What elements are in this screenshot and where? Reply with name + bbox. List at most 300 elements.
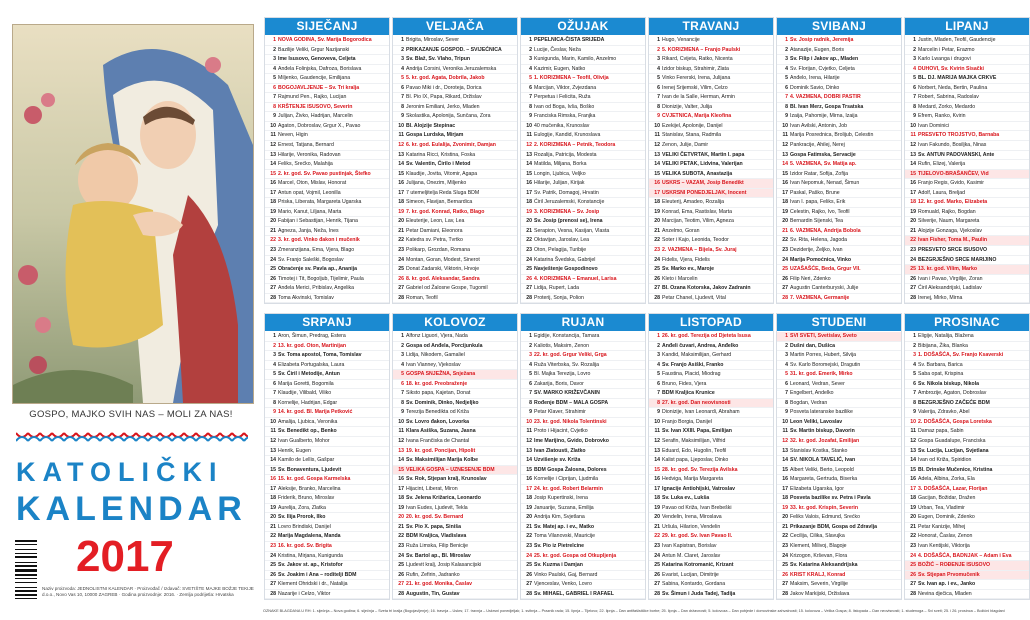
day-row [393, 151, 517, 161]
day-number: 4 [785, 361, 788, 368]
saint-names: Augustin Canterburyski, Julije [790, 285, 859, 292]
day-number: 3 [785, 352, 788, 359]
day-number: 8 [401, 103, 404, 110]
saint-names: Kornelije, Hadrijan, Edgar [278, 399, 338, 406]
day-number: 6 [401, 380, 404, 387]
day-row [265, 131, 389, 141]
saint-names: 25. kr. god. Gospa od Otkupljenja [534, 552, 617, 559]
saint-names: Irenej Srijemski, Vilim, Celzo [662, 84, 728, 91]
day-number [651, 599, 660, 600]
saint-names: Karlo Lwanga i drugovi [918, 56, 971, 63]
saint-names: Zmeranzijana, Ema, Vjera, Blago [278, 247, 355, 254]
day-number: 1 [913, 37, 916, 43]
day-row [521, 437, 645, 447]
day-number [907, 599, 916, 600]
saint-names: Agaton, Dobroslav, Grgur X., Pavao [278, 122, 361, 129]
saint-names: Sv. Maksimilijan Marija Kolbe [406, 457, 478, 464]
day-number: 16 [654, 180, 660, 187]
day-row [777, 122, 901, 132]
day-row [777, 236, 901, 246]
saint-names: 2. DOŠAŠĆA, Gospa Loretska [918, 418, 992, 425]
day-number: 10 [782, 418, 788, 425]
day-row [393, 408, 517, 418]
saint-names: 33. kr. god. Krispin, Severin [790, 504, 859, 511]
saint-names: Rufin, Zefirin, Jadranko [406, 571, 460, 578]
saint-names: Vjenceslav, Venko, Lovro [534, 581, 592, 588]
day-number: 15 [782, 466, 788, 473]
day-row [521, 131, 645, 141]
day-number: 28 [654, 590, 660, 597]
saint-names: Ivan Fakundo, Bosiljka, Ninas [918, 142, 987, 149]
day-row [649, 236, 773, 246]
day-number: 27 [654, 581, 660, 588]
saint-names: Sv. ANTUN PADOVANSKI, Ante [918, 151, 995, 158]
day-row [649, 494, 773, 504]
day-row [393, 389, 517, 399]
day-row [521, 466, 645, 476]
day-number: 8 [273, 399, 276, 406]
day-row [393, 571, 517, 581]
saint-names: Fidelis, Vjera, Fidelis [662, 256, 710, 263]
day-number: 14 [398, 457, 404, 464]
day-row [649, 46, 773, 56]
day-row [649, 208, 773, 218]
saint-names: Serapion, Vesna, Kasijan, Vlasta [534, 227, 610, 234]
day-number: 21 [910, 523, 916, 530]
day-number: 11 [910, 428, 916, 435]
calendar-year: 2017 [76, 532, 174, 581]
day-list [265, 331, 389, 600]
saint-names: Sv. Pio X. papa, Siniša [406, 523, 461, 530]
day-row [777, 552, 901, 562]
day-number: 10 [270, 122, 276, 129]
day-row [777, 380, 901, 390]
day-row [649, 523, 773, 533]
saint-names: NOVA GODINA, Sv. Marija Bogorodica [278, 37, 372, 43]
saint-names: VELIKA GOSPA – UZNESENJE BDM [406, 466, 495, 473]
saint-names: Ivan Dominici [918, 122, 950, 129]
day-list [649, 35, 773, 304]
saint-names: SVI SVETI, Svetislav, Sveto [790, 333, 857, 339]
day-row [777, 141, 901, 151]
day-row [905, 103, 1029, 113]
saint-names: Ljudevit kralj, Josip Kalasancijski [406, 562, 482, 569]
day-number: 10 [654, 122, 660, 129]
saint-names: Sv. Marko ev., Maroje [662, 266, 714, 273]
day-number: 26 [910, 275, 916, 282]
day-row [521, 361, 645, 371]
saint-names: Ivan Kapistran, Borislav [662, 543, 717, 550]
saint-names: Posveta lateranske bazilike [790, 409, 853, 416]
saint-names: 13. kr. god. Vilim, Marko [918, 266, 978, 273]
saint-names: Honorat, Časlav, Zenon [918, 533, 973, 540]
day-row [521, 151, 645, 161]
saint-names: Paskal, Paško, Brune [790, 189, 840, 196]
day-row [777, 131, 901, 141]
day-row [393, 542, 517, 552]
day-number: 28 [782, 294, 788, 301]
day-number: 5 [785, 371, 788, 378]
day-row [393, 475, 517, 485]
day-row [777, 351, 901, 361]
saint-names: Ivana Frančiska de Chantal [406, 438, 470, 445]
saint-names: Sv. Filip i Jakov ap., Mladen [790, 56, 859, 63]
day-row [521, 217, 645, 227]
saint-names: Norbert, Neda, Bertin, Paulina [918, 84, 988, 91]
day-row [905, 74, 1029, 84]
day-row [265, 599, 389, 600]
day-row [265, 447, 389, 457]
day-number: 20 [782, 218, 788, 225]
day-number: 2 [785, 342, 788, 349]
day-row [905, 179, 1029, 189]
saint-names: Uršula, Hilarion, Vendelin [662, 523, 721, 530]
saint-names: UZAŠAŠĆE, Beda, Grgur VII. [790, 266, 861, 273]
day-number: 16 [526, 180, 532, 187]
saint-names: Sv. Ćiril i Metodije, Antun [278, 371, 340, 378]
saint-names: Katarina Švedska, Gabrijel [534, 256, 596, 263]
day-number: 26 [398, 275, 404, 282]
saint-names: Sv. Stjepan Prvomučenik [918, 571, 980, 578]
saint-names: 14. kr. god. Bl. Marija Petković [278, 409, 353, 416]
saint-names: Klara Asiška, Suzana, Jasna [406, 428, 476, 435]
madonna-and-child-painting [12, 24, 254, 404]
saint-names: 7. VAZMENA, Germanije [790, 294, 850, 301]
day-number: 1 [913, 333, 916, 339]
day-number: 9 [273, 409, 276, 416]
day-number: 15 [654, 170, 660, 177]
day-row [777, 523, 901, 533]
day-row [777, 542, 901, 552]
saint-names: Evarist, Lucijan, Dimitrije [662, 571, 719, 578]
day-number: 21 [526, 523, 532, 530]
day-number: 5 [913, 75, 916, 82]
saint-names: Ignacije Antiohijski, Vatroslav [662, 485, 736, 492]
day-number [779, 303, 788, 304]
month-name: SIJEČANJ [265, 18, 389, 35]
saint-names: Lidija, Rupert, Lada [534, 285, 579, 292]
day-row [521, 198, 645, 208]
day-row [649, 189, 773, 199]
day-row [393, 208, 517, 218]
day-number: 22 [910, 237, 916, 244]
day-row [905, 141, 1029, 151]
day-number: 1 [401, 333, 404, 339]
day-number: 27 [270, 581, 276, 588]
day-number: 10 [526, 122, 532, 129]
day-row [393, 361, 517, 371]
saint-names: Bazilije Veliki, Grgur Nazijanski [278, 46, 350, 53]
day-row [905, 217, 1029, 227]
day-row [777, 456, 901, 466]
saint-names: Lidija, Nikodem, Gamaliel [406, 352, 465, 359]
day-row [265, 427, 389, 437]
day-number: 22 [654, 533, 660, 540]
day-row [393, 55, 517, 65]
saint-names: Kornelije i Ciprijan, Ljudmila [534, 476, 599, 483]
day-row [649, 160, 773, 170]
day-row [265, 122, 389, 132]
saint-names: Bl. Majka Terezija, Lovro [534, 371, 591, 378]
saint-names: 40 mučenika, Krunoslav [534, 122, 590, 129]
day-number: 18 [270, 495, 276, 502]
day-number: 15 [526, 466, 532, 473]
day-row [649, 256, 773, 266]
saint-names: 22. kr. god. Grgur Veliki, Grga [534, 352, 607, 359]
day-row [521, 265, 645, 275]
day-number: 2 [529, 46, 532, 53]
day-number: 4 [529, 65, 532, 72]
day-row [393, 342, 517, 352]
saint-names: 4. KORIZMENA – Emanuel, Larisa [534, 275, 617, 282]
day-list [777, 35, 901, 304]
day-row [649, 361, 773, 371]
saint-names: Longin, Ljubica, Veljko [534, 170, 586, 177]
saint-names: Katarina Ricci, Kristina, Foska [406, 151, 476, 158]
day-number: 10 [526, 418, 532, 425]
day-number: 2 [529, 342, 532, 349]
saint-names: Terezija Benedikta od Križa [406, 409, 469, 416]
month-12 [904, 313, 1030, 600]
saint-names: 27. kr. god. Dan neovisnosti [662, 399, 731, 406]
day-number: 6 [785, 380, 788, 387]
saint-names: 2. kr. god. Sv. Pavao pustinjak, Štefko [278, 170, 371, 177]
day-list [521, 331, 645, 600]
day-row [521, 561, 645, 571]
day-number: 9 [401, 409, 404, 416]
saint-names: 1. DOŠAŠĆA, Sv. Franjo Ksaverski [918, 352, 1004, 359]
day-row [265, 561, 389, 571]
saint-names: Antun opat, Vojmil, Leonilla [278, 189, 341, 196]
day-row [905, 65, 1029, 75]
day-row [521, 590, 645, 600]
day-number: 13 [270, 151, 276, 158]
saint-names: Marija Goretti, Bogomila [278, 380, 334, 387]
saint-names: Sv. Pio iz Pietrelcine [534, 543, 585, 550]
saint-names: 31. kr. god. Emerik, Mirko [790, 371, 853, 378]
day-number: 14 [270, 457, 276, 464]
day-row [265, 437, 389, 447]
day-number: 19 [270, 208, 276, 215]
saint-names: Ime Isusovo, Genoveva, Celjeta [278, 56, 356, 63]
saint-names: Franciska Rimska, Franjka [534, 113, 596, 120]
day-row [905, 122, 1029, 132]
day-number: 12 [654, 438, 660, 445]
day-row [649, 561, 773, 571]
saint-names: Deziderije, Željko, Ivan [790, 247, 843, 254]
day-row [905, 284, 1029, 294]
day-row [521, 494, 645, 504]
day-row [265, 198, 389, 208]
day-number: 12 [270, 438, 276, 445]
day-number: 16 [910, 180, 916, 187]
day-row [905, 456, 1029, 466]
saint-names: Eulogije, Kandid, Krunoslava [534, 132, 601, 139]
day-number: 18 [526, 495, 532, 502]
day-number: 4 [913, 361, 916, 368]
saint-names: Ivan Zlatousti, Zlatko [534, 447, 586, 454]
day-number: 20 [782, 514, 788, 521]
day-row [521, 256, 645, 266]
day-row [777, 189, 901, 199]
day-number: 9 [401, 113, 404, 120]
day-row [393, 418, 517, 428]
saint-names: 1. KORIZMENA – Teofil, Olivija [534, 75, 609, 82]
day-number: 4 [785, 65, 788, 72]
day-number: 2 [657, 46, 660, 53]
day-number: 18 [270, 199, 276, 206]
day-number: 8 [785, 399, 788, 406]
day-number: 17 [270, 189, 276, 196]
day-number: 6 [273, 380, 276, 387]
day-number: 10 [910, 122, 916, 129]
saint-names: 6. kr. god. Eulalija, Zvonimir, Damjan [406, 142, 496, 149]
day-row [905, 418, 1029, 428]
day-row [265, 55, 389, 65]
day-row [777, 437, 901, 447]
saint-names: Anzelmo, Goran [662, 227, 700, 234]
day-number: 24 [398, 256, 404, 263]
day-number: 21 [654, 523, 660, 530]
saint-names: Engelbert, Andelko [790, 390, 834, 397]
month-11 [776, 313, 902, 600]
saint-names: Sv. Karlo Boromejski, Dragutin [790, 361, 861, 368]
day-row [649, 580, 773, 590]
saint-names: 18. kr. god. Preobraženje [406, 380, 468, 387]
day-number: 1 [657, 37, 660, 43]
day-number: 10 [270, 418, 276, 425]
day-row [521, 351, 645, 361]
day-row [521, 456, 645, 466]
day-row [393, 485, 517, 495]
saint-names: Gospa Lurdska, Mirjam [406, 132, 464, 139]
saint-names: Sv. Dominik, Dinko, Nedjeljko [406, 399, 479, 406]
day-row [393, 494, 517, 504]
day-number: 6 [657, 380, 660, 387]
day-number: 12 [526, 142, 532, 149]
saint-names: Valerija, Zdravko, Abel [918, 409, 970, 416]
day-row [265, 552, 389, 562]
saint-names: USKRSNI PONEDJELJAK, Inocent [662, 189, 747, 196]
day-number: 22 [782, 533, 788, 540]
day-row [649, 151, 773, 161]
saint-names: Dominik Savio, Dinko [790, 84, 840, 91]
saint-names: Marcijan, Viktor, Zvjezdana [534, 84, 597, 91]
day-number: 17 [782, 485, 788, 492]
saint-names: Eugen, Dominik, Zdenko [918, 514, 975, 521]
day-row [777, 46, 901, 56]
day-list [905, 35, 1029, 304]
saint-names: Gospa od Anđela, Porcijunkula [406, 342, 483, 349]
saint-names: 5. kr. god. Agata, Dobrila, Jakob [406, 75, 485, 82]
day-number: 23 [270, 247, 276, 254]
month-4 [648, 17, 774, 304]
day-number: 6 [913, 380, 916, 387]
day-row [905, 571, 1029, 581]
day-row [393, 599, 517, 600]
day-number: 4 [657, 65, 660, 72]
day-number: 21 [270, 523, 276, 530]
saint-names: Proterij, Sonja, Polion [534, 294, 584, 301]
month-10 [648, 313, 774, 600]
day-number: 2 [273, 46, 276, 53]
saint-names: Augustin, Tin, Gustav [406, 590, 460, 597]
day-row [777, 208, 901, 218]
day-number: 20 [398, 218, 404, 225]
day-number: 2 [401, 342, 404, 349]
day-number: 20 [270, 218, 276, 225]
day-row [777, 332, 901, 342]
day-number [523, 303, 532, 304]
day-row [393, 74, 517, 84]
day-row [265, 265, 389, 275]
day-row [905, 408, 1029, 418]
day-row [521, 55, 645, 65]
day-row [393, 246, 517, 256]
saint-names: Oton, Pelagija, Turibije [534, 247, 587, 254]
day-number: 14 [654, 161, 660, 168]
day-row [649, 485, 773, 495]
day-row [521, 447, 645, 457]
day-number: 18 [398, 495, 404, 502]
day-row [521, 599, 645, 600]
saint-names: SV. MARKO KRIŽEVČANIN [534, 390, 600, 397]
day-number: 3 [401, 352, 404, 359]
day-number: 8 [785, 103, 788, 110]
day-row [265, 246, 389, 256]
day-number: 5 [657, 75, 660, 82]
saint-names: Perpetua i Felicita, Ruža [534, 94, 591, 101]
day-row [905, 198, 1029, 208]
saint-names: Adela, Albina, Zorka, Ela [918, 476, 975, 483]
day-number: 25 [398, 562, 404, 569]
saint-names: Kamilo de Lellis, Gašpar [278, 457, 335, 464]
day-number: 7 [273, 390, 276, 397]
saint-names: Saba opat, Krispina [918, 371, 964, 378]
saint-names: Rođenje BDM – MALA GOSPA [534, 399, 609, 406]
saint-names: Silverije, Naum, Margareta [918, 218, 980, 225]
saint-names: Leonard, Vedran, Sever [790, 380, 845, 387]
day-row [265, 303, 389, 304]
day-row [649, 351, 773, 361]
day-number: 23 [526, 543, 532, 550]
day-number: 18 [654, 495, 660, 502]
day-row [649, 112, 773, 122]
day-number: 5 [401, 371, 404, 378]
day-row [265, 65, 389, 75]
day-number: 27 [270, 285, 276, 292]
day-row [265, 46, 389, 56]
day-row [905, 599, 1029, 600]
saint-names: BOŽIĆ – ROĐENJE ISUSOVO [918, 562, 991, 569]
saint-names: Simeon, Flavijan, Bernardica [406, 199, 473, 206]
saint-names: BEZGRJEŠNO SRCE MARIJINO [918, 256, 997, 263]
day-row [521, 103, 645, 113]
day-number: 6 [785, 84, 788, 91]
day-number: 2 [913, 342, 916, 349]
day-number: 24 [782, 552, 788, 559]
day-row [649, 380, 773, 390]
day-number: 8 [401, 399, 404, 406]
day-number: 20 [526, 514, 532, 521]
saint-names: 7 utemeljitelja Reda Sluga BDM [406, 189, 480, 196]
day-row [393, 437, 517, 447]
day-row [777, 590, 901, 600]
day-row [393, 294, 517, 304]
day-row [777, 84, 901, 94]
day-number: 22 [270, 237, 276, 244]
day-number: 14 [526, 161, 532, 168]
